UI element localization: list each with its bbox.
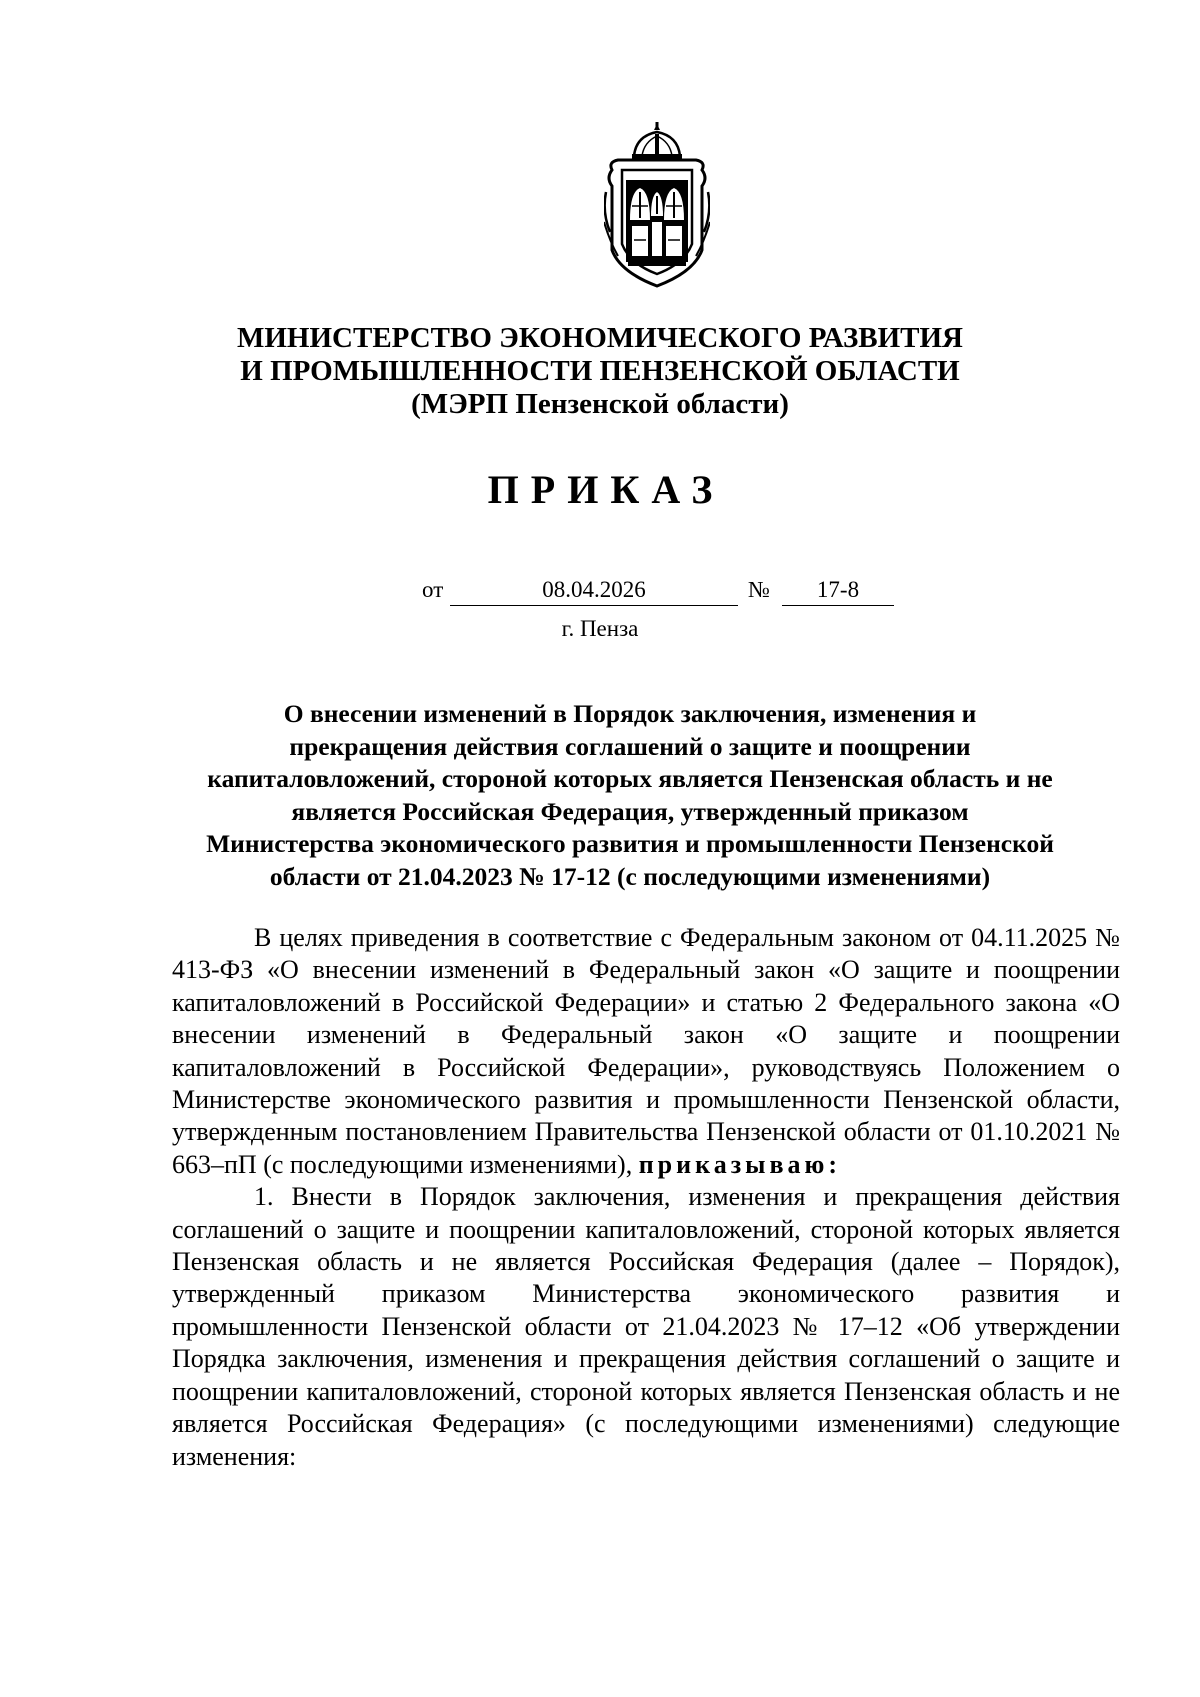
org-name-line1: МИНИСТЕРСТВО ЭКОНОМИЧЕСКОГО РАЗВИТИЯ (237, 322, 963, 354)
date-number-line (0, 575, 1200, 609)
document-title (160, 698, 1100, 894)
title-line: прекращения действия соглашений о защите и поощрении (289, 731, 971, 761)
preamble-paragraph (172, 922, 1120, 1181)
document-date: 08.04.2026 (450, 575, 738, 606)
title-line: является Российская Федерация, утвержденный приказом (291, 796, 969, 826)
order-word: приказываю: (638, 1149, 842, 1179)
clause-1-paragraph: 1. Внести в Порядок заключения, изменения и прекращения действия соглашений о защите и поощрении капиталовложений, стороной которых является Пензенская область и не является Российская Федерация (далее – Порядок), утвержденный приказом Министерства экономического развития и промышленности Пензенской области от 21.04.2023 № 17–12 «Об утверждении Порядка заключения, изменения и прекращения действия соглашений о защите и поощрении капиталовложений, стороной которых является Пензенская область и не является Российская Федерация» (с последующими изменениями) следующие изменения: (172, 1182, 1120, 1471)
org-name-line2: И ПРОМЫШЛЕННОСТИ ПЕНЗЕНСКОЙ ОБЛАСТИ (240, 355, 960, 387)
title-line: О внесении изменений в Порядок заключения, изменения и (283, 699, 977, 728)
title-line: Министерства экономического развития и промышленности Пензенской (206, 829, 1054, 859)
preamble-text: В целях приведения в соответствие с Федеральным законом от 04.11.2025 № 413-ФЗ «О внесении изменений в Федеральный закон «О защите и поощрении капиталовложений в Российской Федерации» и статью 2 Федерального закона «О внесении изменений в Федеральный закон «О защите и поощрении капиталовложений в Российской Федерации», руководствуясь Положением о Министерстве экономического развития и промышленности Пензенской области, утвержденным постановлением Правительства Пензенской области от 01.10.2021 № 663–пП (с последующими изменениями), (172, 923, 1120, 1179)
number-label: № (748, 577, 770, 602)
organization-header (0, 322, 1200, 421)
city: г. Пенза (561, 616, 639, 641)
document-type: ПРИКАЗ (487, 467, 725, 512)
coat-of-arms-icon (604, 122, 710, 290)
title-line: капиталовложений, стороной которых является Пензенская область и не (207, 764, 1053, 794)
title-line: области от 21.04.2023 № 17-12 (с последующими изменениями) (269, 861, 991, 891)
org-short-name: (МЭРП Пензенской области) (411, 388, 789, 420)
document-body (172, 922, 1120, 1473)
document-number: 17-8 (782, 575, 894, 606)
date-label: от (422, 577, 444, 602)
